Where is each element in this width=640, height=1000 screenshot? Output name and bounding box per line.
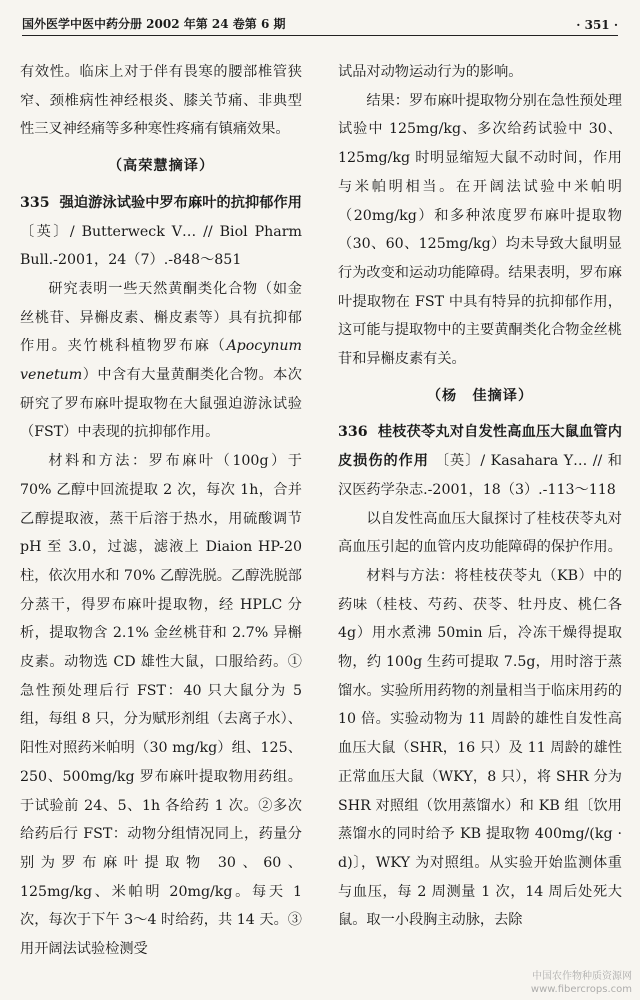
article-336-heading [338,418,622,504]
article-335-methods-cont: 试品对动物运动行为的影响。 [338,64,523,80]
translator-credit-1: （高荣慧摘译） [107,158,215,175]
latin-name: Apocynum venetum [20,338,302,384]
journal-title: 国外医学中医中药分册 2002 年第 24 卷第 6 期 [22,17,286,31]
intro-paragraph: 有效性。临床上对于伴有畏寒的腰部椎管狭窄、颈椎病性神经根炎、膝关节痛、非典型性三叉神经痛等多种寒性疼痛有镇痛效果。 [20,64,302,138]
article-335-methods: 材料和方法：罗布麻叶（100g）于 70% 乙醇中回流提取 2 次，每次 1h，合并乙醇提取液，蒸干后溶于热水，用硫酸调节 pH 至 3.0，过滤，滤液上 Diaion HP-20 柱，依次用水和 70% 乙醇洗脱。乙醇洗脱部分蒸干，得罗布麻叶提取物，经 HPLC 分析，提取物含 2.1% 金丝桃苷和 2.7% 异槲皮素。动物选 CD 雄性大鼠，口服给药。①急性预处理后行 FST：40 只大鼠分为 5 组，每组 8 只，分为赋形剂组（去离子水）、阳性对照药米帕明（30 mg/kg）组、125、250、500mg/kg 罗布麻叶提取物用药组。于试验前 24、5、1h 各给药 1 次。②多次给药后行 FST：动物分组情况同上，药量分别为罗布麻叶提取物 30、60、125mg/kg、米帕明 20mg/kg。每天 1 次，每次于下午 3～4 时给药，共 14 天。③用开阔法试验检测受 [20,453,302,958]
article-336-number: 336 [338,424,368,441]
article-335-reference: 〔英〕/ Butterweck V… // Biol Pharm Bull.-2001，24（7）.-848～851 [20,223,302,269]
page-number: · 351 · [576,18,618,32]
article-335-results: 结果：罗布麻叶提取物分别在急性预处理试验中 125mg/kg、多次给药试验中 30、125mg/kg 时明显缩短大鼠不动时间，作用与米帕明相当。在开阔法试验中米帕明（20mg/kg）和多种浓度罗布麻叶提取物（30、60、125mg/kg）均未导致大鼠明显行为改变和运动功能障碍。结果表明，罗布麻叶提取物在 FST 中具有特异的抗抑郁作用，这可能与提取物中的主要黄酮类化合物金丝桃苷和异槲皮素有关。 [338,92,622,368]
article-336-reference: 〔英〕/ Kasahara Y… // 和汉医药学杂志.-2001，18（3）.-113～118 [338,453,622,498]
right-column [338,58,622,935]
article-335-heading [20,189,302,275]
article-335-intro: 研究表明一些天然黄酮类化合物（如金丝桃苷、异槲皮素、槲皮素等）具有抗抑郁作用。夹竹桃科植物罗布麻（Apocynum venetum）中含有大量黄酮类化合物。本次研究了罗布麻叶提取物在大鼠强迫游泳试验（FST）中表现的抗抑郁作用。 [20,280,302,441]
article-335-number: 335 [20,194,50,211]
article-336-methods: 材料与方法：将桂枝茯苓丸（KB）中的药味（桂枝、芍药、茯苓、牡丹皮、桃仁各 4g）用水煮沸 50min 后，冷冻干燥得提取物，约 100g 生药可提取 7.5g，用时溶于蒸馏水。实验所用药物的剂量相当于临床用药的 10 倍。实验动物为 11 周龄的雄性自发性高血压大鼠（SHR，16 只）及 11 周龄的雄性正常血压大鼠（WKY，8 只），将 SHR 分为 SHR 对照组（饮用蒸馏水）和 KB 组〔饮用蒸馏水的同时给予 KB 提取物 400mg/(kg · d)〕，WKY 为对照组。从实验开始监测体重与血压，每 2 周测量 1 次，14 周后处死大鼠。取一小段胸主动脉，去除 [338,567,622,929]
page-header [22,6,618,36]
site-watermark: 中国农作物种质资源网 www.fibercrops.com [530,971,632,995]
article-336-intro: 以自发性高血压大鼠探讨了桂枝茯苓丸对高血压引起的血管内皮功能障碍的保护作用。 [338,510,622,556]
left-column [20,58,302,964]
article-335-title: 强迫游泳试验中罗布麻叶的抗抑郁作用 [59,194,302,211]
translator-credit-2: （杨 佳摘译） [426,387,534,404]
article-336-title: 桂枝茯苓丸对自发性高血压大鼠血管内皮损伤的作用 [338,424,622,470]
